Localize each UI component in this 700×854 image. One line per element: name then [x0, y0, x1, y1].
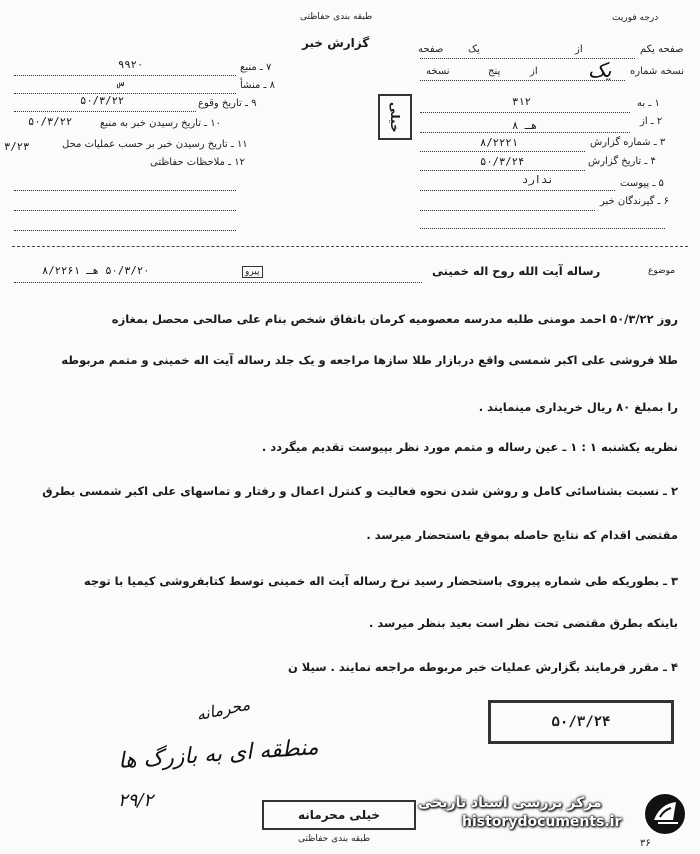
page-suffix: صفحه	[418, 44, 444, 55]
body-line-1: روز ۵۰/۳/۲۲ احمد مومنی طلبه مدرسه معصومیه کرمان باتفاق شخص بنام علی صالحی محصل بمغازه	[111, 312, 678, 326]
field-1-line	[420, 112, 630, 113]
field-8-line	[14, 93, 236, 94]
page-label: صفحه یکم	[640, 44, 684, 55]
footer-classification: طبقه بندی حفاظتی	[298, 834, 371, 844]
subject-line	[14, 282, 422, 283]
field-9-value: ۵۰/۳/۲۲	[80, 95, 125, 107]
subject-label: موضوع	[648, 266, 676, 276]
body-line-7: ۳ ـ بطوریکه طی شماره پیروی باستحضار رسید نرخ رساله آیت اله خمینی توسط کتابفروشی کیمیا با توجه	[83, 574, 678, 588]
copy-of-label: از	[530, 66, 538, 77]
bottom-stamp: خیلی محرمانه	[262, 800, 416, 830]
handwritten-note-1: محرمانه	[194, 694, 252, 725]
body-line-8: باینکه بطرق مقتضی تحت نظر است بعید بنظر میرسد .	[368, 616, 678, 630]
field-4-line	[420, 170, 585, 171]
field-4-label: ۴ ـ تاریخ گزارش	[588, 156, 656, 167]
page-number: ۳۶	[640, 838, 651, 849]
field-6-line-1	[420, 210, 595, 211]
watermark-url: historydocuments.ir	[462, 814, 622, 830]
field-5-value: ندارد	[522, 174, 554, 186]
subject-ref: ۵۰/۳/۲۰ هـ ۸/۲۲۶۱	[42, 265, 150, 277]
field-5-line	[420, 190, 615, 191]
field-9-line	[14, 111, 196, 112]
field-10-label: ۱۰ ـ تاریخ رسیدن خبر به منبع	[100, 118, 222, 129]
copy-count: پنج	[488, 66, 501, 77]
field-5-label: ۵ ـ پیوست	[620, 178, 664, 189]
field-12-line-2	[14, 210, 236, 211]
page-of-label: از	[575, 44, 583, 55]
watermark-title: مرکز بررسی اسناد تاریخی	[418, 795, 602, 811]
classification-header: طبقه بندی حفاظتی	[300, 12, 373, 22]
handwritten-date: ۲۹/۲	[118, 790, 154, 811]
field-3-value: ۸/۲۲۲۱	[480, 137, 518, 149]
field-6-label: ۶ ـ گیرندگان خبر	[600, 196, 670, 207]
field-2-line	[420, 132, 630, 133]
copy-line	[420, 80, 625, 81]
handwritten-note-2: منطقه ای به بازرگ ها	[117, 735, 320, 774]
body-line-4: نظریه یکشنبه ۱ : ۱ ـ عین رساله و متمم مورد نظر بپیوست تقدیم میگردد .	[261, 440, 678, 454]
field-11-value: ۳/۲۳	[4, 141, 30, 153]
field-9-label: ۹ ـ تاریخ وقوع	[198, 98, 257, 109]
body-line-6: مقتضی اقدام که نتایج حاصله بموقع باستحضار میرسد .	[366, 528, 678, 542]
date-stamp: ۵۰/۳/۲۴	[488, 700, 674, 744]
field-12-line-1	[14, 190, 236, 191]
body-line-5: ۲ ـ نسبت بشناسائی کامل و روشن شدن نحوه فعالیت و کنترل اعمال و رفتار و تماسهای علی اکبر شمسی بطرق	[42, 484, 678, 498]
field-7-line	[14, 75, 236, 76]
copy-label: نسخه شماره	[630, 66, 684, 77]
body-line-9: ۴ ـ مقرر فرمایند بگزارش عملیات خبر مربوطه مراجعه نمایند . سیلا ن	[287, 660, 678, 674]
field-7-label: ۷ ـ منبع	[240, 62, 272, 73]
body-line-3: را بمبلغ ۸۰ ریال خریداری مینمایند .	[478, 400, 678, 414]
field-4-value: ۵۰/۳/۲۴	[480, 156, 525, 168]
field-3-label: ۳ ـ شماره گزارش	[590, 137, 666, 148]
field-11-label: ۱۱ ـ تاریخ رسیدن خبر بر حسب عملیات محل	[62, 139, 248, 150]
field-1-label: ۱ ـ به	[637, 98, 660, 109]
body-line-2: طلا فروشی علی اکبر شمسی واقع دربازار طلا سازها مراجعه و یک جلد رساله آیت اله خمینی و متمم مربوطه	[61, 353, 678, 367]
field-12-line-3	[14, 230, 236, 231]
report-title: گزارش خبر	[302, 36, 370, 50]
field-3-line	[420, 151, 585, 152]
priority-label: درجه فوریت	[612, 13, 659, 23]
copy-suffix: نسخه	[426, 66, 450, 77]
field-2-label: ۲ ـ از	[640, 116, 663, 127]
field-10-value: ۵۰/۳/۲۲	[28, 116, 73, 128]
watermark-logo-icon	[640, 790, 690, 838]
field-6-line-2	[420, 228, 665, 229]
field-12-label: ۱۲ ـ ملاحظات حفاظتی	[150, 157, 245, 168]
field-8-value: س	[118, 77, 125, 89]
field-7-value: ۹۹۲۰	[118, 59, 144, 71]
field-2-value: ۸ هـ	[512, 120, 538, 132]
subject-text: رساله آیت الله روح اله خمینی	[432, 264, 601, 278]
top-stamp: خیلی	[378, 94, 412, 140]
copy-value: یک	[588, 58, 612, 82]
page-count: یک	[468, 44, 480, 55]
separator-line	[12, 246, 688, 247]
subject-ref-note: پیرو	[242, 266, 263, 278]
field-8-label: ۸ ـ منشأ	[240, 80, 276, 91]
field-1-value: ۳۱۲	[512, 96, 531, 108]
